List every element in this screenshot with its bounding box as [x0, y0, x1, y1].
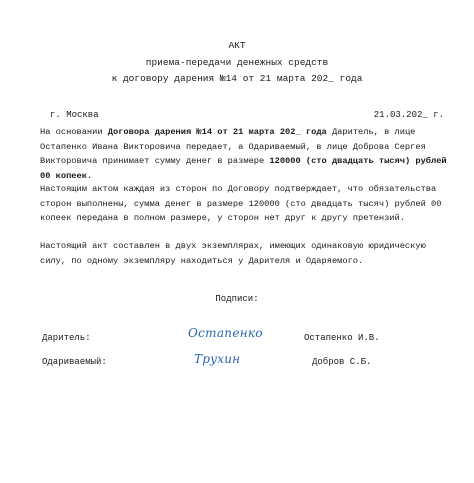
paragraph-confirmation: Настоящим актом каждая из сторон по Договору подтверждает, что обязательства сторон выполнены, сумма денег в размере 120000 (сто двадцать тысяч) рублей 00 копеек передана в полном размере, у сторон нет друг к другу претензий. — [40, 184, 442, 223]
donor-name: Остапенко И.В. — [304, 333, 380, 343]
doc-reference: к договору дарения №14 от 21 марта 202_ года — [111, 73, 363, 84]
paragraph-text: Даритель, в лице Остапенко Ивана Викторовича передает, а Одариваемый, в лице Доброва Сергея Викторовича принимает сумму денег в размере — [40, 127, 426, 166]
paragraph-copies: Настоящий акт составлен в двух экземплярах, имеющих одинаковую юридическую силу, по одному экземпляру находиться у Дарителя и Одаряемого. — [40, 241, 426, 266]
amount-text: 120000 (сто двадцать тысяч) рублей 00 копеек. — [40, 156, 447, 181]
paragraph-transfer — [40, 125, 450, 183]
recipient-signature: Трухин — [194, 352, 241, 366]
paragraph-text: На основании — [40, 127, 108, 137]
signatures-title: Подписи: — [215, 294, 259, 304]
donor-label: Даритель: — [42, 333, 91, 343]
contract-reference: Договора дарения №14 от 21 марта 202_ года — [107, 127, 327, 137]
recipient-name: Добров С.Б. — [312, 357, 372, 367]
donor-signature: Остапенко — [188, 326, 263, 340]
doc-title: АКТ — [228, 40, 246, 51]
doc-subtitle: приема-передачи денежных средств — [145, 57, 329, 68]
city: г. Москва — [50, 110, 99, 120]
recipient-label: Одариваемый: — [42, 357, 107, 367]
document-date: 21.03.202_ г. — [373, 110, 444, 120]
